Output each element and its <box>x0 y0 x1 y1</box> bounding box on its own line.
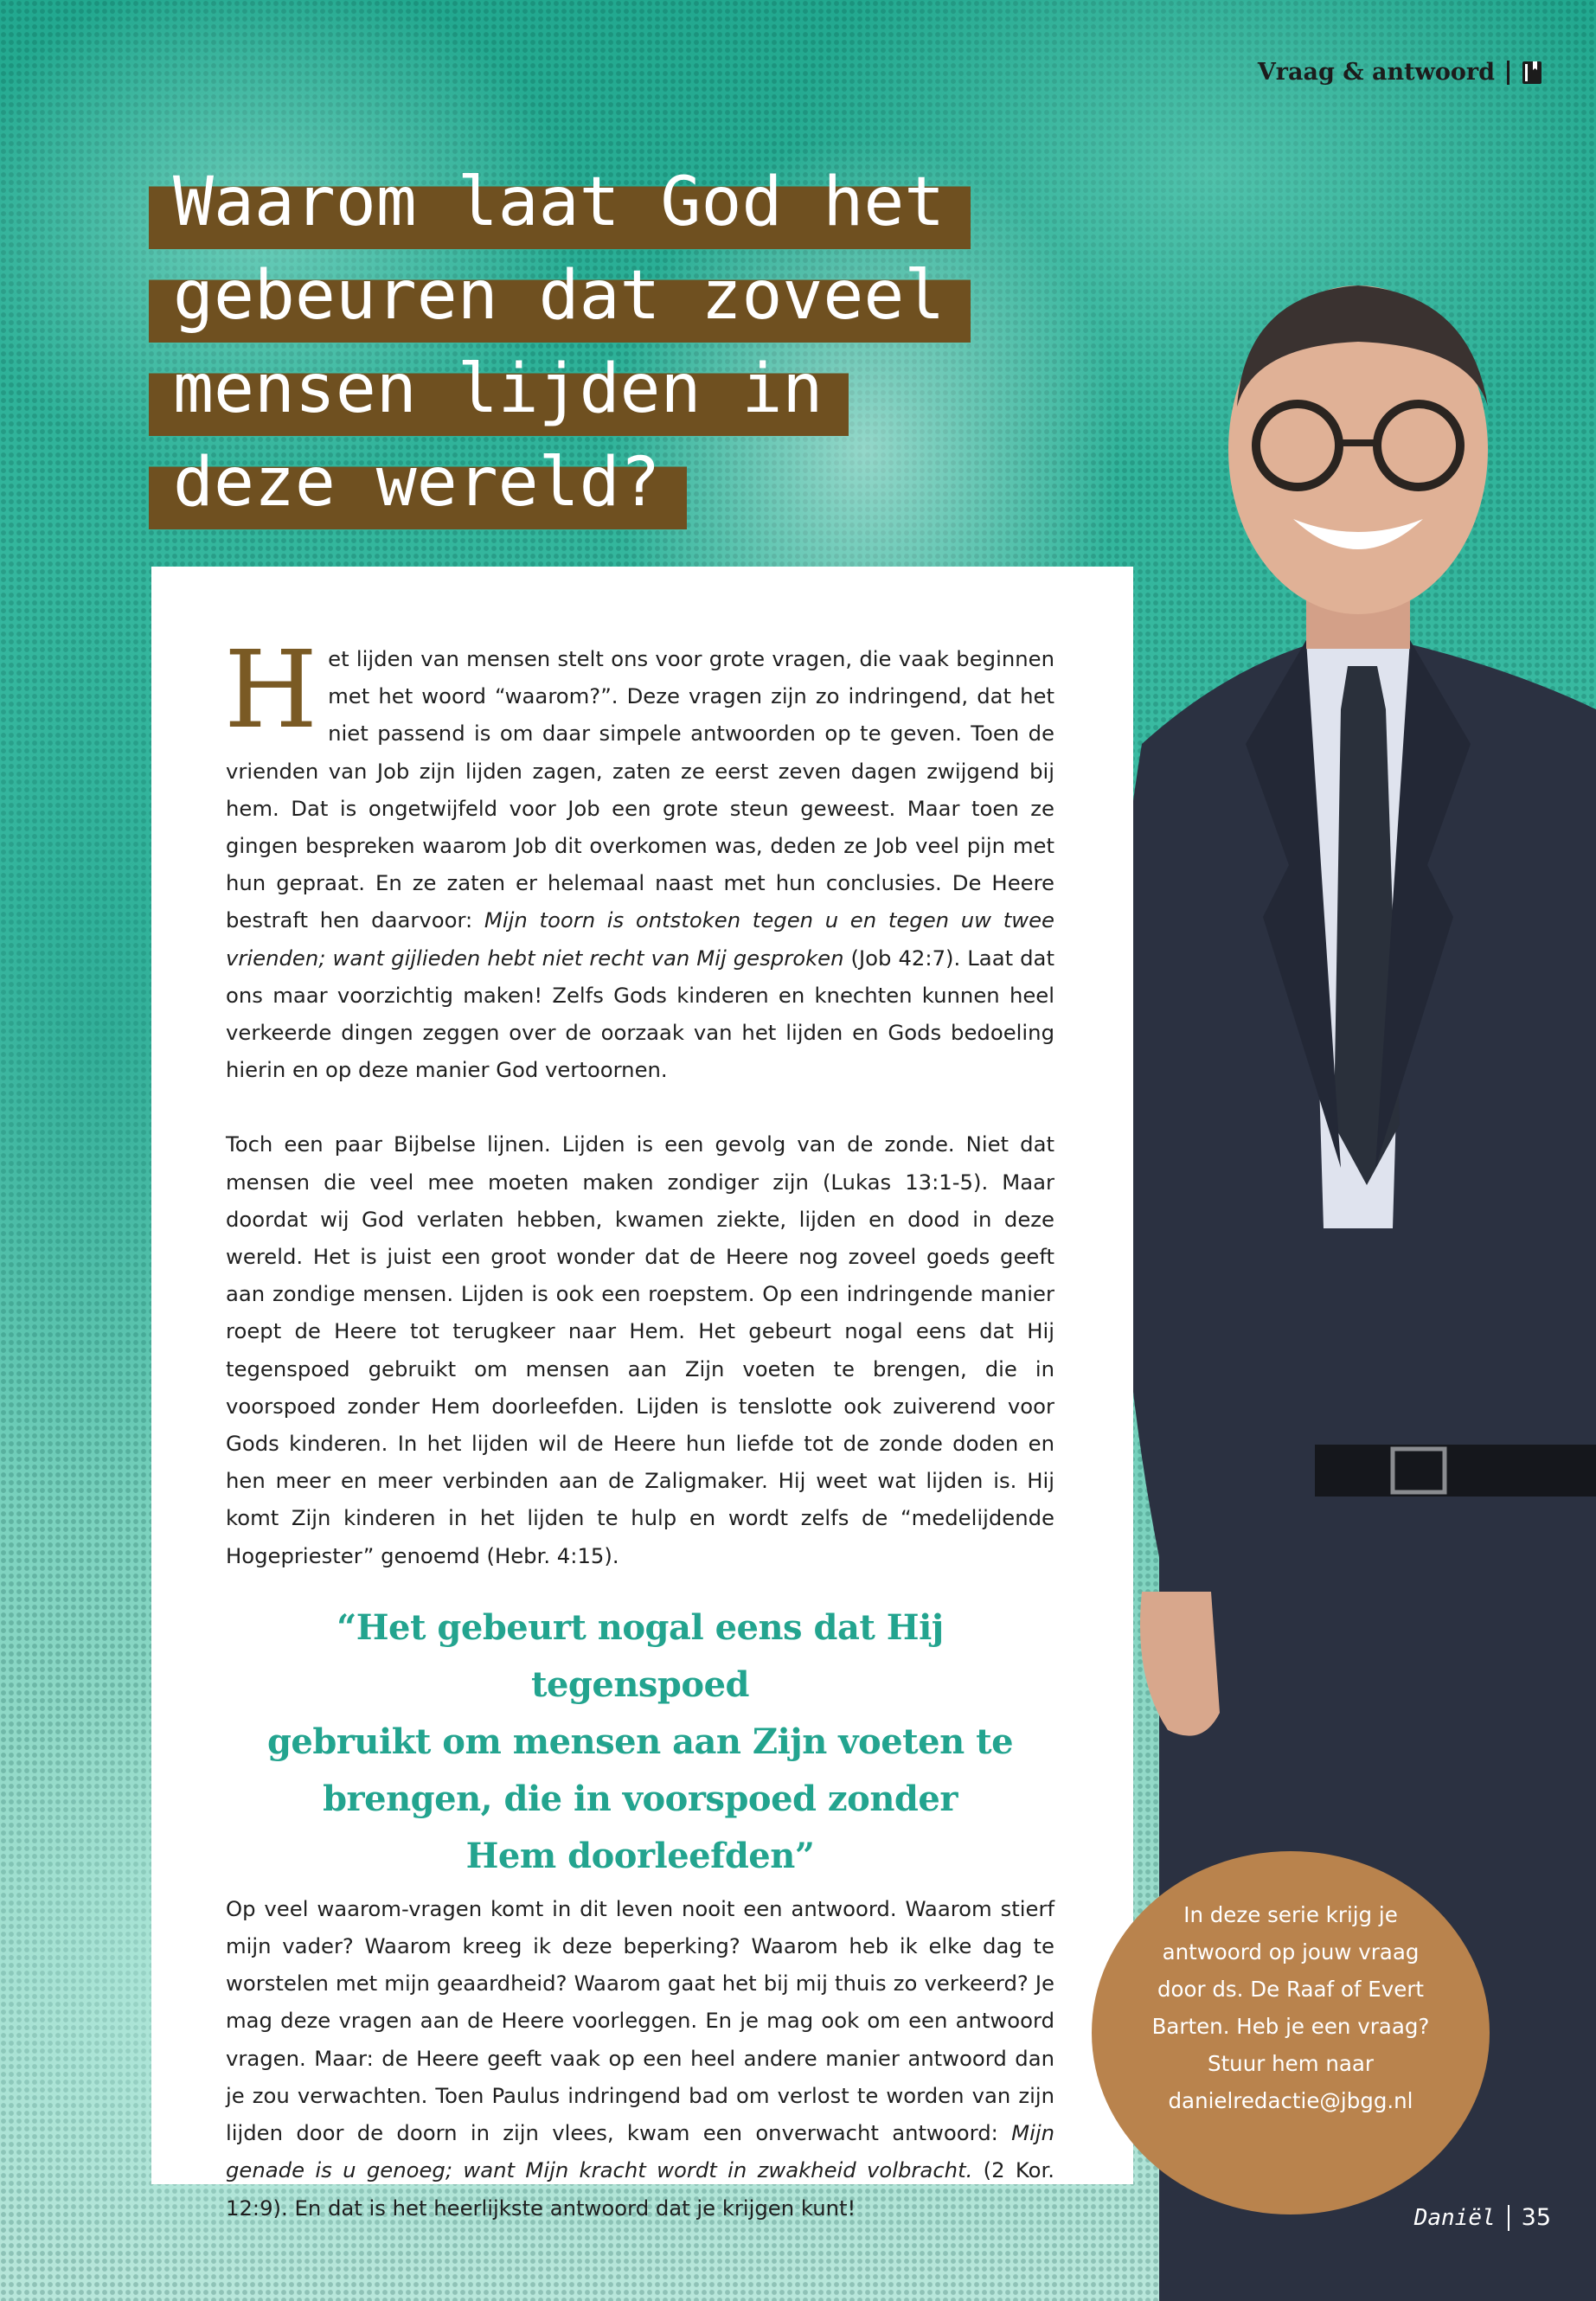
title-line: Waarom laat God het <box>149 156 971 249</box>
paragraph-3-end: (2 Kor. 12:9). En dat is het heerlijkste antwoord dat je krijgen kunt! <box>226 2157 1054 2221</box>
pull-quote-line: brengen, die in voorspoed zonder <box>323 1778 958 1819</box>
page-number: 35 <box>1521 2204 1551 2231</box>
article-title <box>149 156 1100 529</box>
pull-quote-line: “Het gebeurt nogal eens dat Hij tegenspoed <box>337 1606 944 1705</box>
title-line: deze wereld? <box>149 436 687 529</box>
series-info-circle <box>1092 1851 1490 2214</box>
paragraph-3 <box>226 1890 1054 2227</box>
article-body <box>224 628 1054 2264</box>
section-label: Vraag & antwoord <box>1257 59 1495 86</box>
section-header <box>1258 59 1542 86</box>
scripture-quote: Mijn genade is u genoeg; want Mijn kracht wordt in zwakheid volbracht. <box>226 2120 1054 2183</box>
title-line: gebeuren dat zoveel <box>149 249 971 343</box>
book-icon <box>1522 61 1542 85</box>
paragraph-3-text: Op veel waarom-vragen komt in dit leven nooit een antwoord. Waarom stierf mijn vader? Waarom kreeg ik deze beperking? Waarom heb ik elke dag te worstelen met mijn geaardheid? Waarom gaat het bij mij thuis zo verkeerd? Je mag deze vragen aan de Heere voorleggen. En je mag ook om een antwoord vragen. Maar: de Heere geeft vaak op een heel andere manier antwoord dan je zou verwachten. Toen Paulus indringend bad om verlost te worden van zijn lijden door de doorn in zijn vlees, kwam een onverwacht antwoord: <box>226 1895 1054 2146</box>
pull-quote-line: gebruikt om mensen aan Zijn voeten te <box>266 1721 1014 1762</box>
paragraph-2: Toch een paar Bijbelse lijnen. Lijden is een gevolg van de zonde. Niet dat mensen die veel mee moeten maken zondiger zijn (Lukas 13:1-5). Maar doordat wij God verlaten hebben, kwamen ziekte, lijden en dood in deze wereld. Het is juist een groot wonder dat de Heere nog zoveel goeds geeft aan zondige mensen. Lijden is ook een roepstem. Op een indringende manier roept de Heere tot terugkeer naar Hem. Het gebeurt nogal eens dat Hij tegenspoed gebruikt om mensen aan Zijn voeten te brengen, die in voorspoed zonder Hem doorleefden. Lijden is tenslotte ook zuiverend voor Gods kinderen. In het lijden wil de Heere hun liefde tot de zonde doden en hen meer en meer verbinden aan de Zaligmaker. Hij weet wat lijden is. Hij komt Zijn kinderen in het lijden te hulp en wordt zelfs de “medelijdende Hogepriester” genoemd (Hebr. 4:15). <box>226 1131 1054 1568</box>
title-line: mensen lijden in <box>149 343 849 436</box>
article-card <box>151 567 1133 2221</box>
series-info-text: In deze serie krijg je antwoord op jouw vraag door ds. De Raaf of Evert Barten. Heb je een vraag? Stuur hem naar danielredactie@jbgg.nl <box>1151 1902 1430 2113</box>
magazine-name: Daniël <box>1413 2204 1496 2231</box>
paragraph-1 <box>224 628 1054 1088</box>
paragraph-1-text: et lijden van mensen stelt ons voor grote vragen, die vaak beginnen met het woord “waarom?”. Deze vragen zijn zo indringend, dat het niet passend is om daar simpele antwoorden op te geven. Toen de vrienden van Job zijn lijden zagen, zaten ze eerst zeven dagen zwijgend bij hem. Dat is ongetwijfeld voor Job een grote steun geweest. Maar toen ze gingen bespreken waarom Job dit overkomen was, deden ze Job veel pijn met hun gepraat. En ze zaten er helemaal naast met hun conclusies. De Heere bestraft hen daarvoor: <box>226 646 1054 933</box>
drop-cap: H <box>224 628 318 753</box>
header-divider <box>1507 61 1509 85</box>
pull-quote-line: Hem doorleefden” <box>465 1835 815 1876</box>
page-footer <box>1414 2204 1551 2231</box>
scripture-quote: Mijn toorn is ontstoken tegen u en tegen uw twee vrienden; want gijlieden hebt niet recht van Mij gesproken <box>226 907 1054 971</box>
footer-divider <box>1508 2205 1509 2231</box>
paragraph-1-end: (Job 42:7). Laat dat ons maar voorzichtig maken! Zelfs Gods kinderen en knechten kunnen heel verkeerde dingen zeggen over de oorzaak van het lijden en Gods bedoeling hierin en op deze manier God vertoornen. <box>226 945 1054 1083</box>
pull-quote <box>226 1599 1054 1885</box>
